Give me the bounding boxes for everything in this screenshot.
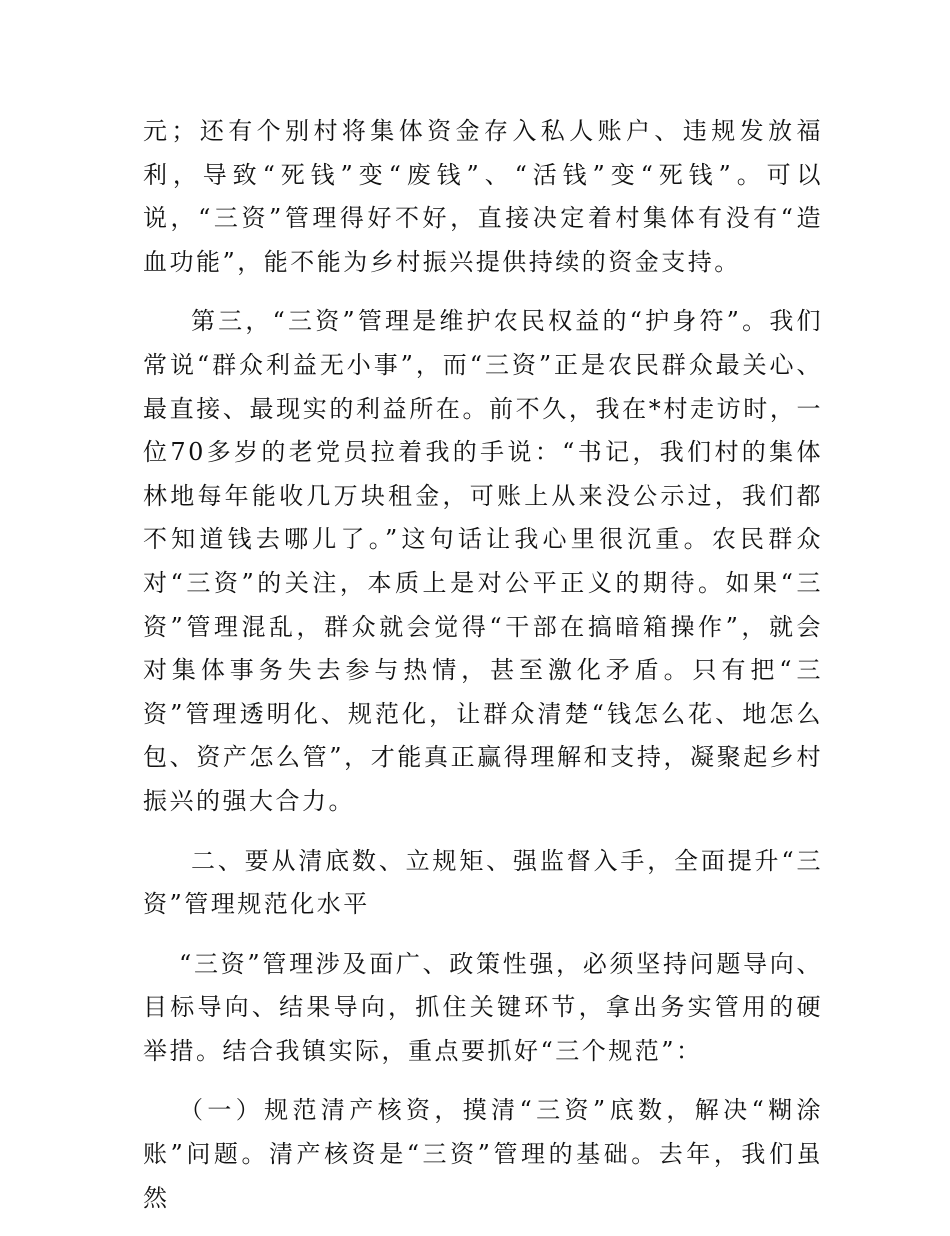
document-body (143, 110, 823, 1236)
paragraph-funds-continued: 元；还有个别村将集体资金存入私人账户、违规发放福利，导致“死钱”变“废钱”、“活钱”变“死钱”。可以说，“三资”管理得好不好，直接决定着村集体有没有“造血功能”，能不能为乡村振兴提供持续的资金支持。 (143, 117, 823, 276)
paragraph-third-point: 第三，“三资”管理是维护农民权益的“护身符”。我们常说“群众利益无小事”，而“三资”正是农民群众最关心、最直接、最现实的利益所在。前不久，我在*村走访时，一位70多岁的老党员拉着我的手说：“书记，我们村的集体林地每年能收几万块租金，可账上从来没公示过，我们都不知道钱去哪儿了。”这句话让我心里很沉重。农民群众对“三资”的关注，本质上是对公平正义的期待。如果“三资”管理混乱，群众就会觉得“干部在搞暗箱操作”，就会对集体事务失去参与热情，甚至激化矛盾。只有把“三资”管理透明化、规范化，让群众清楚“钱怎么花、地怎么包、资产怎么管”，才能真正赢得理解和支持，凝聚起乡村振兴的强大合力。 (143, 307, 823, 815)
section-heading-two: 二、要从清底数、立规矩、强监督入手，全面提升“三资”管理规范化水平 (143, 846, 823, 919)
paragraph-subsection-one: （一）规范清产核资，摸清“三资”底数，解决“糊涂账”问题。清产核资是“三资”管理的基础。去年，我们虽然 (143, 1096, 823, 1212)
paragraph-section-intro: “三资”管理涉及面广、政策性强，必须坚持问题导向、目标导向、结果导向，抓住关键环节，拿出务实管用的硬举措。结合我镇实际，重点要抓好“三个规范”： (143, 949, 823, 1065)
